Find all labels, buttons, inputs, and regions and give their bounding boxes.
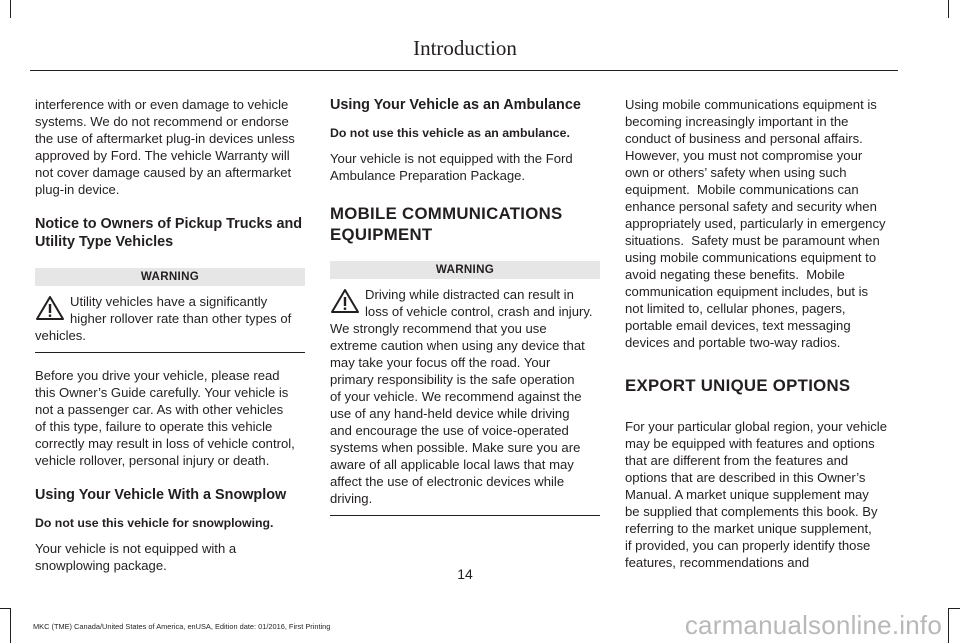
text-line: situations. Safety must be paramount when xyxy=(625,233,880,248)
watermark: carmanualsonline.info xyxy=(684,610,942,640)
text-line: not limited to, cellular phones, pagers, xyxy=(625,301,846,316)
text-line: features, recommendations and xyxy=(625,555,810,570)
text-line: extreme caution when using any device that xyxy=(330,338,585,353)
footer-edition: MKC (TME) Canada/United States of America, enUSA, Edition date: 01/2016, First Printing xyxy=(33,622,331,631)
text-line: higher rollover rate than other types of xyxy=(70,311,292,326)
crop-mark-top-right xyxy=(948,0,949,18)
text-line: not a passenger car. As with other vehicles xyxy=(35,402,284,417)
text-line: Notice to Owners of Pickup Trucks and xyxy=(35,216,303,232)
warning-triangle-icon xyxy=(330,288,360,314)
crop-mark-bottom-right xyxy=(948,608,949,643)
paragraph-export-options xyxy=(625,418,895,571)
text-line: not cover damage caused by an aftermarket xyxy=(35,165,292,180)
text-line: own or others’ safety when using such xyxy=(625,165,847,180)
text-line: affect the use of electronic devices while xyxy=(330,474,565,489)
text-line: communication equipment includes, but is xyxy=(625,284,869,299)
text-line: We strongly recommend that you use xyxy=(330,321,547,336)
heading-pickup-trucks xyxy=(35,215,305,251)
text-line: Utility vehicles have a significantly xyxy=(70,294,268,309)
text-line: use of any hand-held device while driving xyxy=(330,406,570,421)
text-line: be supplied that complements this book. By xyxy=(625,504,878,519)
text-line: MOBILE COMMUNICATIONS xyxy=(330,204,563,223)
heading-mobile-communications xyxy=(330,203,600,245)
crop-mark-bottom-right-h xyxy=(948,608,960,609)
text-line: plug-in device. xyxy=(35,182,120,197)
column-1 xyxy=(35,96,305,574)
paragraph-mobile-equipment xyxy=(625,96,895,351)
warning-box-distracted xyxy=(330,286,600,507)
text-line: enhance personal safety and security when xyxy=(625,199,877,214)
warning-end-rule xyxy=(330,515,600,516)
text-line: Before you drive your vehicle, please read xyxy=(35,368,280,383)
text-line: Manual. A market unique supplement may xyxy=(625,487,869,502)
text-line: systems. We do not recommend or endorse xyxy=(35,114,289,129)
text-line: using mobile communications equipment to xyxy=(625,250,877,265)
text-line: equipment. Mobile communications can xyxy=(625,182,859,197)
snowplow-bold-note: Do not use this vehicle for snowplowing. xyxy=(35,516,274,530)
text-line: of this type, failure to operate this vehicle xyxy=(35,419,273,434)
warning-header: WARNING xyxy=(35,268,305,286)
warning-header: WARNING xyxy=(330,261,600,279)
text-line: vehicles. xyxy=(35,328,86,343)
warning-box-rollover xyxy=(35,293,305,344)
ambulance-bold-note: Do not use this vehicle as an ambulance. xyxy=(330,126,570,140)
text-line: However, you must not compromise your xyxy=(625,148,863,163)
text-line: loss of vehicle control, crash and injury. xyxy=(365,304,593,319)
text-line: and encourage the use of voice-operated xyxy=(330,423,569,438)
paragraph-owners-guide xyxy=(35,367,305,469)
text-line: Using mobile communications equipment is xyxy=(625,97,877,112)
text-line: correctly may result in loss of vehicle control, xyxy=(35,436,295,451)
text-line: may be equipped with features and options xyxy=(625,436,875,451)
text-line: conduct of business and personal affairs. xyxy=(625,131,863,146)
text-line: the use of aftermarket plug-in devices unless xyxy=(35,131,295,146)
crop-mark-bottom-left-h xyxy=(0,608,11,609)
paragraph-ambulance xyxy=(330,150,600,184)
text-line: of your vehicle. We recommend against the xyxy=(330,389,582,404)
text-line: this Owner’s Guide carefully. Your vehicle is xyxy=(35,385,289,400)
crop-mark-top-left xyxy=(10,0,11,18)
text-line: aware of all applicable local laws that may xyxy=(330,457,574,472)
text-line: Driving while distracted can result in xyxy=(365,287,574,302)
text-line: systems when possible. Make sure you are xyxy=(330,440,581,455)
warning-end-rule xyxy=(35,352,305,353)
text-line: avoid negating these benefits. Mobile xyxy=(625,267,845,282)
text-line: For your particular global region, your vehicle xyxy=(625,419,888,434)
text-line: approved by Ford. The vehicle Warranty will xyxy=(35,148,290,163)
crop-mark-bottom-left xyxy=(10,608,11,643)
text-line: EQUIPMENT xyxy=(330,225,433,244)
paragraph-plugin-devices xyxy=(35,96,305,198)
page-title: Introduction xyxy=(413,36,517,60)
text-line: Your vehicle is not equipped with a xyxy=(35,541,237,556)
text-line: driving. xyxy=(330,491,373,506)
heading-export-unique-options: EXPORT UNIQUE OPTIONS xyxy=(625,376,851,395)
text-line: referring to the market unique supplement, xyxy=(625,521,872,536)
page-number: 14 xyxy=(457,566,473,582)
text-line: appropriately used, particularly in emergency xyxy=(625,216,886,231)
text-line: devices and portable two-way radios. xyxy=(625,335,841,350)
heading-snowplow: Using Your Vehicle With a Snowplow xyxy=(35,487,287,503)
warning-triangle-icon xyxy=(35,295,65,321)
text-line: that are different from the features and xyxy=(625,453,849,468)
text-line: becoming increasingly important in the xyxy=(625,114,849,129)
column-2 xyxy=(330,96,600,516)
text-line: Utility Type Vehicles xyxy=(35,234,174,250)
warning-text-rollover xyxy=(35,293,305,344)
heading-ambulance: Using Your Vehicle as an Ambulance xyxy=(330,97,581,113)
text-line: interference with or even damage to vehicle xyxy=(35,97,289,112)
text-line: vehicle rollover, personal injury or death. xyxy=(35,453,270,468)
text-line: Ambulance Preparation Package. xyxy=(330,168,526,183)
text-line: options that are described in this Owner’s xyxy=(625,470,866,485)
warning-text-distracted xyxy=(330,286,600,507)
text-line: snowplowing package. xyxy=(35,558,167,573)
column-3 xyxy=(625,96,895,571)
text-line: portable email devices, text messaging xyxy=(625,318,851,333)
text-line: Your vehicle is not equipped with the Ford xyxy=(330,151,573,166)
text-line: primary responsibility is the safe operation xyxy=(330,372,575,387)
header-rule xyxy=(30,70,898,71)
text-line: may take your focus off the road. Your xyxy=(330,355,551,370)
text-line: if provided, you can properly identify those xyxy=(625,538,871,553)
